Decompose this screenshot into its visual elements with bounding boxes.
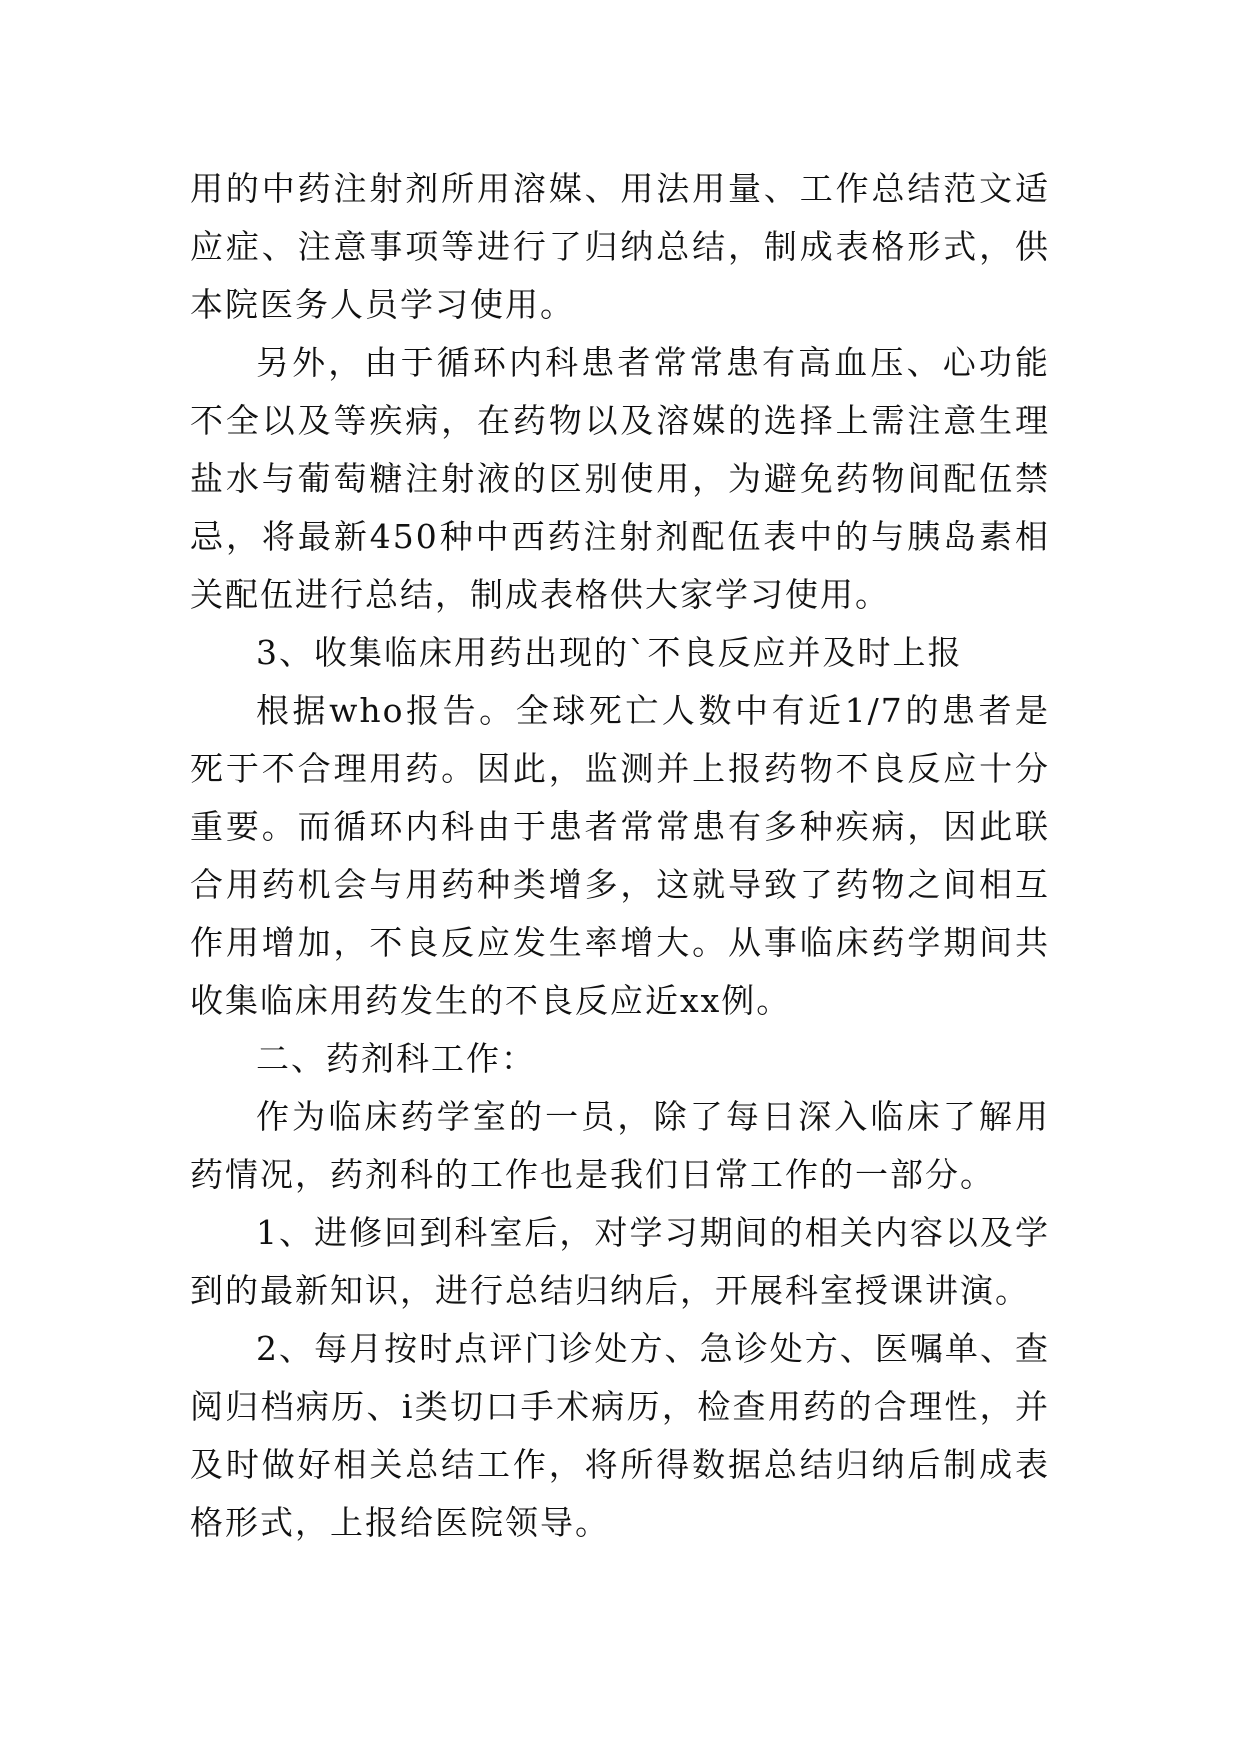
paragraph-3: 根据who报告。全球死亡人数中有近1/7的患者是死于不合理用药。因此，监测并上报药物不良反应十分重要。而循环内科由于患者常常患有多种疾病，因此联合用药机会与用药种类增多，这就导致了药物之间相互作用增加，不良反应发生率增大。从事临床药学期间共收集临床用药发生的不良反应近xx例。 [190,691,1050,1020]
section-heading-adr: 3、收集临床用药出现的`不良反应并及时上报 [256,633,963,672]
paragraph-1: 用的中药注射剂所用溶媒、用法用量、工作总结范文适应症、注意事项等进行了归纳总结，制成表格形式，供本院医务人员学习使用。 [190,169,1050,324]
paragraph-4: 作为临床药学室的一员，除了每日深入临床了解用药情况，药剂科的工作也是我们日常工作的一部分。 [190,1097,1050,1194]
paragraph-2: 另外，由于循环内科患者常常患有高血压、心功能不全以及等疾病，在药物以及溶媒的选择上需注意生理盐水与葡萄糖注射液的区别使用，为避免药物间配伍禁忌，将最新450种中西药注射剂配伍表中的与胰岛素相关配伍进行总结，制成表格供大家学习使用。 [190,343,1050,614]
paragraph-6: 2、每月按时点评门诊处方、急诊处方、医嘱单、查阅归档病历、i类切口手术病历，检查用药的合理性，并及时做好相关总结工作，将所得数据总结归纳后制成表格形式，上报给医院领导。 [190,1329,1050,1542]
document-body [190,160,1050,1552]
section-heading-pharmacy: 二、药剂科工作： [256,1039,536,1078]
paragraph-5: 1、进修回到科室后，对学习期间的相关内容以及学到的最新知识，进行总结归纳后，开展科室授课讲演。 [190,1213,1050,1310]
